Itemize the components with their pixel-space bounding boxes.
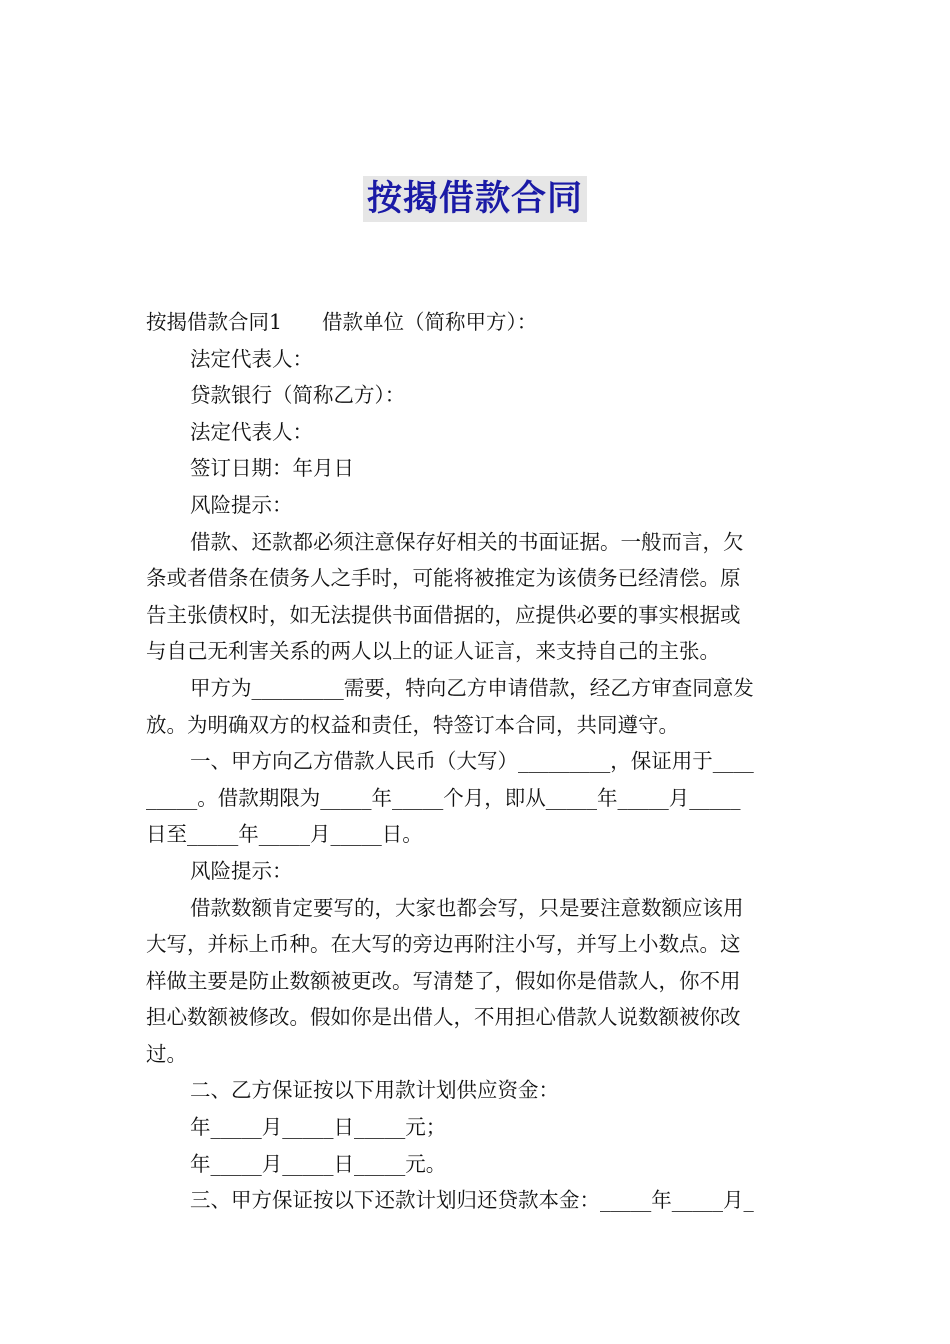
risk-text-1-line-1: 借款、还款都必须注意保存好相关的书面证据。一般而言，欠 <box>190 529 744 554</box>
title-container <box>0 176 950 222</box>
risk-text-2-line-4: 担心数额被修改。假如你是出借人，不用担心借款人说数额被你改 <box>146 1005 741 1030</box>
purpose-line-1: 甲方为_________需要，特向乙方申请借款，经乙方审查同意发 <box>190 675 754 700</box>
clause-1-line-3: 日至_____年_____月_____日。 <box>146 822 423 847</box>
risk-text-1-line-2: 条或者借条在债务人之手时，可能将被推定为该债务已经清偿。原 <box>146 566 741 591</box>
clause-2-row-1: 年_____月_____日_____元； <box>190 1115 447 1140</box>
legal-rep-line-2: 法定代表人： <box>190 419 313 444</box>
risk-text-1-line-4: 与自己无利害关系的两人以上的证人证言，来支持自己的主张。 <box>146 639 720 664</box>
clause-1-line-1: 一、甲方向乙方借款人民币（大写）_________，保证用于____ <box>190 749 754 774</box>
contract-heading-line <box>146 304 810 341</box>
legal-rep-line-1: 法定代表人： <box>190 346 313 371</box>
borrower-label: 借款单位（简称甲方）： <box>322 310 538 334</box>
clause-1-line-2: _____。借款期限为_____年_____个月，即从_____年_____月_____ <box>146 785 741 810</box>
document-body <box>146 304 810 1219</box>
risk-heading-2: 风险提示： <box>190 858 293 883</box>
purpose-line-2: 放。为明确双方的权益和责任，特签订本合同，共同遵守。 <box>146 712 679 737</box>
clause-2-row-2: 年_____月_____日_____元。 <box>190 1151 447 1176</box>
risk-text-1-line-3: 告主张债权时，如无法提供书面借据的，应提供必要的事实根据或 <box>146 602 741 627</box>
sign-date-line: 签订日期：年月日 <box>190 456 354 481</box>
contract-number-label: 按揭借款合同1 <box>146 310 283 334</box>
clause-2-line: 二、乙方保证按以下用款计划供应资金： <box>190 1078 559 1103</box>
clause-3-line: 三、甲方保证按以下还款计划归还贷款本金：_____年_____月_ <box>190 1188 754 1213</box>
risk-text-2-line-5: 过。 <box>146 1041 187 1066</box>
risk-text-2-line-1: 借款数额肯定要写的，大家也都会写，只是要注意数额应该用 <box>190 895 744 920</box>
lender-bank-line: 贷款银行（简称乙方）： <box>190 383 406 408</box>
risk-text-2-line-3: 样做主要是防止数额被更改。写清楚了，假如你是借款人，你不用 <box>146 968 741 993</box>
document-title: 按揭借款合同 <box>363 176 587 222</box>
risk-heading-1: 风险提示： <box>190 492 293 517</box>
risk-text-2-line-2: 大写，并标上币种。在大写的旁边再附注小写，并写上小数点。这 <box>146 932 741 957</box>
